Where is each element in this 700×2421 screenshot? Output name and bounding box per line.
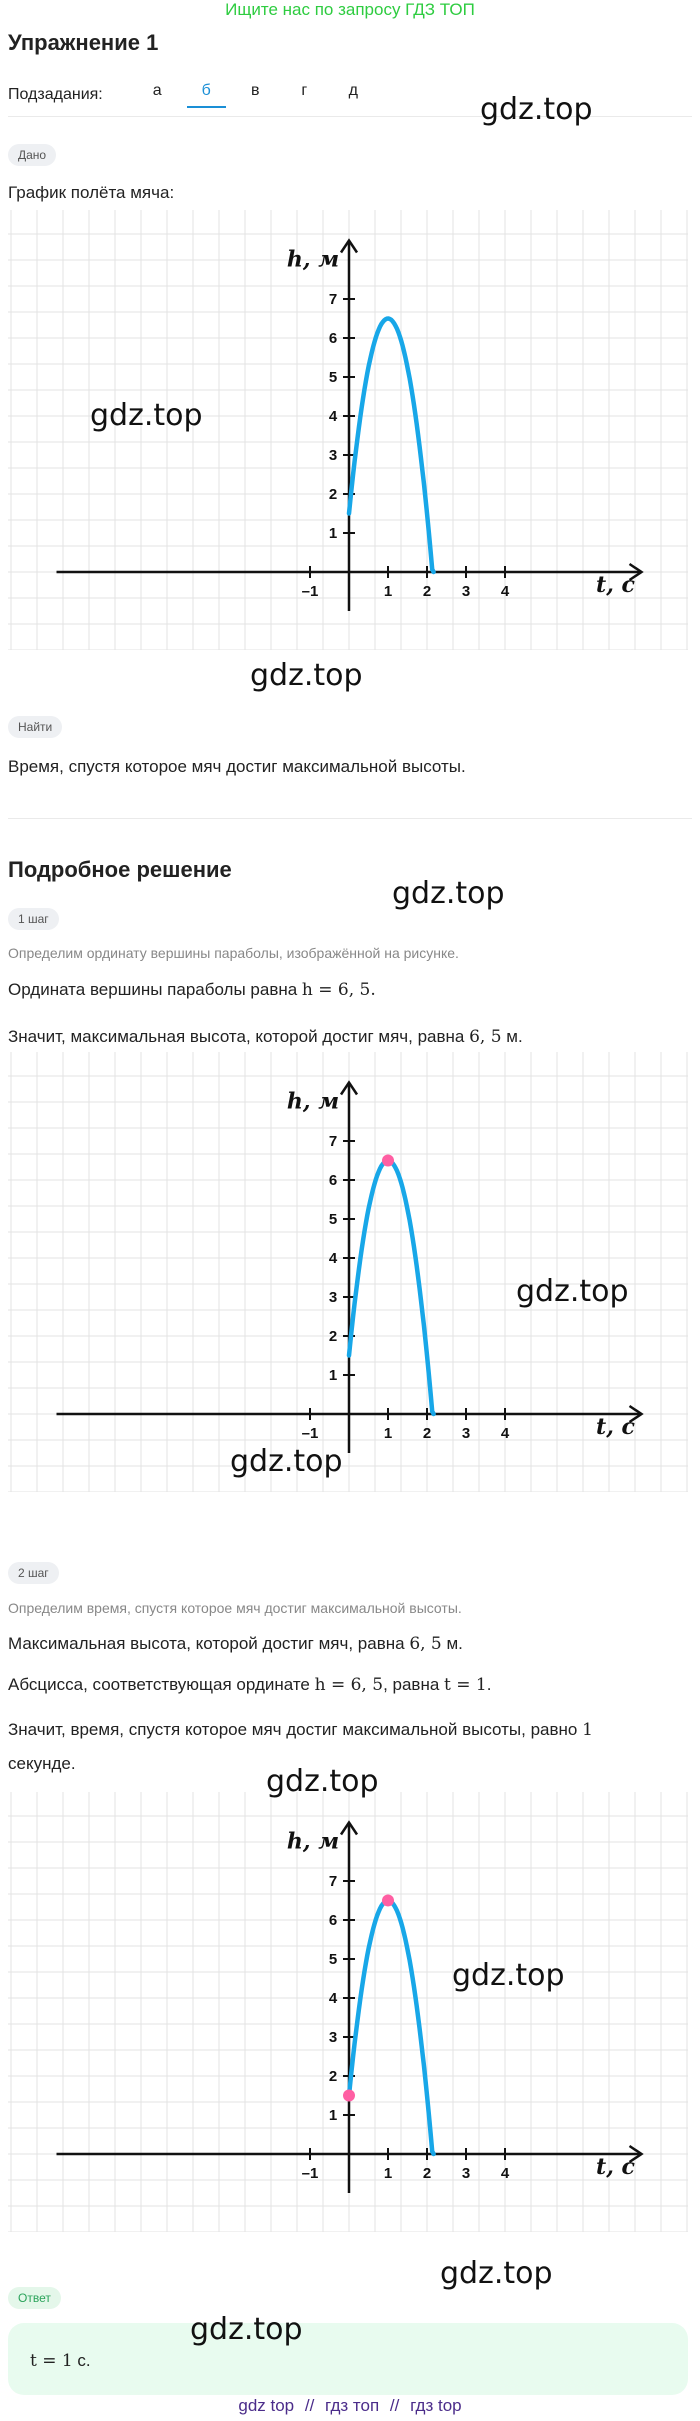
x-tick-label: –1 xyxy=(301,2165,319,2182)
footer-sep: // xyxy=(389,2396,400,2415)
step2-line1-text: Максимальная высота, которой достиг мяч, равна xyxy=(8,1634,410,1653)
step2-hint: Определим время, спустя которое мяч достиг максимальной высоты. xyxy=(8,1600,462,1616)
step2-line2-math2: t = 1 xyxy=(444,1675,487,1695)
top-banner[interactable]: Ищите нас по запросу ГДЗ ТОП xyxy=(225,0,475,19)
subtasks-bar xyxy=(8,82,378,108)
step1-hint: Определим ординату вершины параболы, изображённой на рисунке. xyxy=(8,945,459,961)
x-tick-label: 1 xyxy=(383,1425,393,1442)
subtasks-label: Подзадания: xyxy=(8,86,103,103)
watermark: gdz.top xyxy=(392,876,505,911)
y-tick-label: 6 xyxy=(328,330,338,347)
tab-b[interactable]: б xyxy=(182,82,231,108)
answer-pill: Ответ xyxy=(8,2287,61,2309)
step2-line3 xyxy=(8,1718,593,1742)
step1-line2 xyxy=(8,1025,523,1049)
y-tick-label: 1 xyxy=(328,525,338,542)
series-line xyxy=(349,1161,434,1415)
x-tick-label: –1 xyxy=(301,1425,319,1442)
y-tick-label: 7 xyxy=(328,1873,338,1890)
x-tick-label: 4 xyxy=(500,1425,510,1442)
y-tick-label: 7 xyxy=(328,1133,338,1150)
y-tick-label: 2 xyxy=(328,1328,338,1345)
step1-line1-text: Ордината вершины параболы равна xyxy=(8,980,302,999)
step2-line1 xyxy=(8,1632,463,1656)
step2-line2-text: Абсцисса, соответствующая ординате xyxy=(8,1675,315,1694)
y-tick-label: 5 xyxy=(328,1951,338,1968)
y-tick-label: 5 xyxy=(328,1211,338,1228)
x-axis-label: t, c xyxy=(596,1414,635,1440)
answer-math: t = 1 xyxy=(30,2351,73,2371)
step1-line2-text: Значит, максимальная высота, которой достиг мяч, равна xyxy=(8,1027,470,1046)
given-text: График полёта мяча: xyxy=(8,183,175,202)
x-tick-label: 3 xyxy=(461,2165,471,2182)
step1-line2-unit: м. xyxy=(501,1027,523,1046)
x-tick-label: 1 xyxy=(383,583,393,600)
y-tick-label: 1 xyxy=(328,2107,338,2124)
y-tick-label: 3 xyxy=(328,2029,338,2046)
step2-line2-mid: , равна xyxy=(383,1675,445,1694)
x-tick-label: –1 xyxy=(301,583,319,600)
x-tick-label: 2 xyxy=(422,583,432,600)
tab-a[interactable]: а xyxy=(152,82,162,99)
watermark: gdz.top xyxy=(440,2256,553,2291)
step1-line1 xyxy=(8,978,376,1002)
y-tick-label: 7 xyxy=(328,291,338,308)
y-tick-label: 4 xyxy=(328,1250,338,1267)
footer-links xyxy=(0,2396,700,2416)
step2-line4: секунде. xyxy=(8,1754,76,1773)
answer-box xyxy=(8,2323,688,2395)
highlight-point xyxy=(382,1155,394,1167)
y-tick-label: 1 xyxy=(328,1367,338,1384)
watermark: gdz.top xyxy=(452,1958,565,1993)
tab-d[interactable]: д xyxy=(348,82,358,99)
series-line xyxy=(349,1901,434,2155)
chart-2 xyxy=(8,1052,688,1492)
highlight-point xyxy=(382,1895,394,1907)
y-tick-label: 3 xyxy=(328,447,338,464)
step2-line3-math: 1 xyxy=(582,1720,593,1740)
answer-unit: с. xyxy=(72,2351,91,2370)
step2-line2-math1: h = 6, 5 xyxy=(314,1675,384,1695)
footer-sep: // xyxy=(304,2396,315,2415)
watermark: gdz.top xyxy=(266,1764,379,1799)
chart-3 xyxy=(8,1792,688,2232)
x-tick-label: 3 xyxy=(461,583,471,600)
y-tick-label: 3 xyxy=(328,1289,338,1306)
section-divider xyxy=(8,818,692,819)
step2-line3-text: Значит, время, спустя которое мяч достиг максимальной высоты, равно xyxy=(8,1720,583,1739)
footer-link[interactable]: гдз top xyxy=(410,2396,462,2415)
y-tick-label: 5 xyxy=(328,369,338,386)
page-title: Упражнение 1 xyxy=(8,30,159,55)
watermark: gdz.top xyxy=(480,92,593,127)
y-axis-label: h, м xyxy=(286,1088,340,1115)
watermark: gdz.top xyxy=(90,398,203,433)
step2-line2-end: . xyxy=(486,1675,492,1694)
tab-v[interactable]: в xyxy=(250,82,260,99)
answer-text xyxy=(30,2349,91,2373)
y-tick-label: 4 xyxy=(328,408,338,425)
step2-line1-unit: м. xyxy=(441,1634,463,1653)
y-tick-label: 2 xyxy=(328,486,338,503)
given-pill: Дано xyxy=(8,144,56,166)
x-axis-label: t, c xyxy=(596,572,635,598)
footer-link[interactable]: gdz top xyxy=(238,2396,295,2415)
find-pill: Найти xyxy=(8,716,62,738)
y-tick-label: 4 xyxy=(328,1990,338,2007)
x-axis-label: t, c xyxy=(596,2154,635,2180)
x-tick-label: 4 xyxy=(500,2165,510,2182)
solution-title: Подробное решение xyxy=(8,857,232,882)
watermark: gdz.top xyxy=(230,1444,343,1479)
series-line xyxy=(349,319,434,573)
watermark: gdz.top xyxy=(250,658,363,693)
find-text: Время, спустя которое мяч достиг максимальной высоты. xyxy=(8,757,466,776)
footer-link[interactable]: гдз топ xyxy=(325,2396,380,2415)
y-axis-label: h, м xyxy=(286,1828,340,1855)
x-tick-label: 1 xyxy=(383,2165,393,2182)
step2-line1-math: 6, 5 xyxy=(409,1634,442,1654)
step1-pill: 1 шаг xyxy=(8,908,59,930)
step1-line2-math: 6, 5 xyxy=(469,1027,502,1047)
step1-line1-math: h = 6, 5. xyxy=(301,980,376,1000)
watermark: gdz.top xyxy=(516,1274,629,1309)
watermark: gdz.top xyxy=(190,2312,303,2347)
x-tick-label: 2 xyxy=(422,2165,432,2182)
highlight-point xyxy=(343,2090,355,2102)
tab-g[interactable]: г xyxy=(301,82,308,99)
y-tick-label: 2 xyxy=(328,2068,338,2085)
y-axis-label: h, м xyxy=(286,246,340,273)
step2-pill: 2 шаг xyxy=(8,1562,59,1584)
y-tick-label: 6 xyxy=(328,1912,338,1929)
x-tick-label: 2 xyxy=(422,1425,432,1442)
x-tick-label: 4 xyxy=(500,583,510,600)
step2-line2 xyxy=(8,1673,491,1697)
x-tick-label: 3 xyxy=(461,1425,471,1442)
y-tick-label: 6 xyxy=(328,1172,338,1189)
